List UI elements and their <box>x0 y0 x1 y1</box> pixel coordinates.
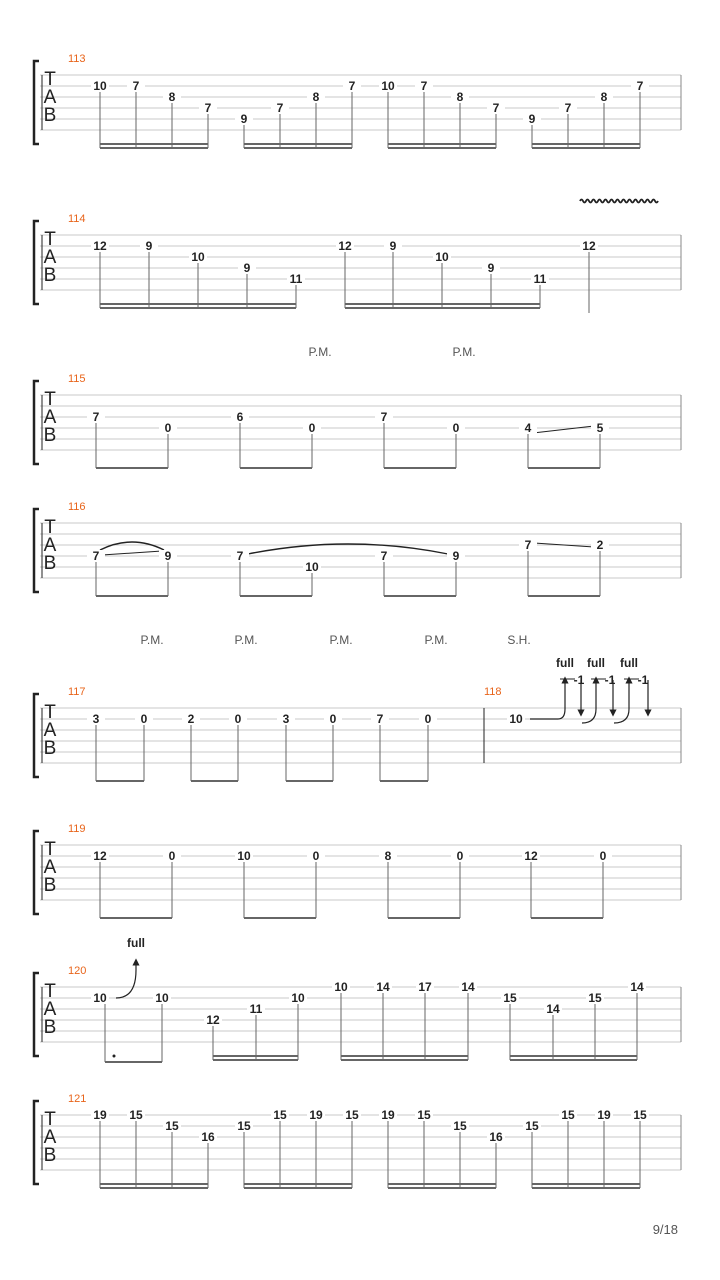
fret-number: 9 <box>389 239 397 253</box>
fret-number: 0 <box>456 849 464 863</box>
measure-number: 121 <box>68 1093 87 1105</box>
fret-number: 7 <box>636 79 644 93</box>
bend-amount: full <box>556 656 574 670</box>
fret-number: 9 <box>487 261 495 275</box>
fret-number: 11 <box>289 272 303 286</box>
fret-number: 19 <box>309 1108 323 1122</box>
fret-number: 10 <box>155 991 169 1005</box>
staff-bracket <box>34 694 39 777</box>
fret-number: 8 <box>384 849 392 863</box>
measure-number: 119 <box>68 823 86 835</box>
staff-bracket <box>34 221 39 304</box>
tab-clef-letter: B <box>43 1145 57 1166</box>
fret-number: 7 <box>380 549 388 563</box>
fret-number: 10 <box>93 79 107 93</box>
bend-amount: full <box>620 656 638 670</box>
fret-number: 7 <box>380 410 388 424</box>
bend-arrow <box>614 680 629 723</box>
fret-number: 12 <box>93 849 107 863</box>
fret-number: 15 <box>588 991 602 1005</box>
fret-number: 2 <box>187 712 195 726</box>
fret-number: 0 <box>599 849 607 863</box>
tab-staff <box>34 61 681 144</box>
slide-line <box>533 426 594 433</box>
bend-arrow <box>530 680 565 719</box>
technique-label: P.M. <box>424 633 448 647</box>
fret-number: 2 <box>596 538 604 552</box>
tab-clef-letter: A <box>43 999 57 1020</box>
dot <box>113 1055 116 1058</box>
measure-number: 115 <box>68 373 86 385</box>
fret-number: 15 <box>273 1108 287 1122</box>
fret-number: 10 <box>93 991 107 1005</box>
fret-number: 6 <box>236 410 244 424</box>
tab-clef-letter: A <box>43 407 57 428</box>
measure-number: 117 <box>68 686 86 698</box>
fret-number: 9 <box>145 239 153 253</box>
tab-clef-letter: A <box>43 247 57 268</box>
fret-number: 15 <box>453 1119 467 1133</box>
fret-number: 8 <box>312 90 320 104</box>
technique-label: P.M. <box>329 633 353 647</box>
bend-amount: full <box>587 656 605 670</box>
fret-number: 15 <box>633 1108 647 1122</box>
tab-clef-letter: T <box>44 839 56 860</box>
fret-number: 15 <box>165 1119 179 1133</box>
release-amount: -1 <box>637 673 649 687</box>
fret-number: 9 <box>528 112 536 126</box>
fret-number: 19 <box>381 1108 395 1122</box>
fret-number: 11 <box>249 1002 263 1016</box>
fret-number: 12 <box>93 239 107 253</box>
tab-clef-letter: T <box>44 389 56 410</box>
fret-number: 12 <box>206 1013 220 1027</box>
tab-clef-letter: B <box>43 875 57 896</box>
fret-number: 19 <box>597 1108 611 1122</box>
tab-clef-letter: B <box>43 1017 57 1038</box>
tab-clef-letter: A <box>43 1127 57 1148</box>
technique-label: P.M. <box>234 633 258 647</box>
fret-number: 7 <box>564 101 572 115</box>
fret-number: 7 <box>236 549 244 563</box>
fret-number: 10 <box>237 849 251 863</box>
fret-number: 7 <box>92 549 100 563</box>
fret-number: 14 <box>630 980 644 994</box>
tab-clef-letter: A <box>43 535 57 556</box>
fret-number: 15 <box>561 1108 575 1122</box>
fret-number: 0 <box>424 712 432 726</box>
fret-number: 14 <box>376 980 390 994</box>
staff-bracket <box>34 509 39 592</box>
tab-clef-letter: A <box>43 87 57 108</box>
slur <box>100 542 164 550</box>
fret-number: 10 <box>291 991 305 1005</box>
fret-number: 14 <box>461 980 475 994</box>
tab-clef-letter: T <box>44 702 56 723</box>
measure-number: 116 <box>68 501 86 513</box>
measure-number: 118 <box>484 686 502 698</box>
staff-bracket <box>34 1101 39 1184</box>
fret-number: 0 <box>329 712 337 726</box>
fret-number: 7 <box>420 79 428 93</box>
release-amount: -1 <box>604 673 616 687</box>
fret-number: 0 <box>164 421 172 435</box>
measure-number: 114 <box>68 213 86 225</box>
tab-clef-letter: B <box>43 738 57 759</box>
fret-number: 0 <box>452 421 460 435</box>
fret-number: 9 <box>243 261 251 275</box>
tab-staff <box>34 831 681 914</box>
tab-staff <box>34 509 681 592</box>
tab-clef-letter: T <box>44 69 56 90</box>
measure-number: 113 <box>68 53 86 65</box>
technique-label: P.M. <box>308 345 332 359</box>
fret-number: 15 <box>503 991 517 1005</box>
staff-bracket <box>34 381 39 464</box>
measure-number: 120 <box>68 965 87 977</box>
fret-number: 0 <box>168 849 176 863</box>
fret-number: 4 <box>524 421 532 435</box>
tab-staff <box>34 381 681 464</box>
fret-number: 0 <box>140 712 148 726</box>
tab-clef-letter: T <box>44 229 56 250</box>
tab-staff <box>34 973 681 1056</box>
fret-number: 12 <box>524 849 538 863</box>
fret-number: 15 <box>237 1119 251 1133</box>
tab-clef-letter: T <box>44 981 56 1002</box>
fret-number: 19 <box>93 1108 107 1122</box>
tab-clef-letter: A <box>43 857 57 878</box>
slide-line <box>102 551 162 555</box>
fret-number: 3 <box>282 712 290 726</box>
technique-label: S.H. <box>507 633 531 647</box>
technique-label: P.M. <box>140 633 164 647</box>
staff-bracket <box>34 831 39 914</box>
technique-label: P.M. <box>452 345 476 359</box>
fret-number: 16 <box>201 1130 215 1144</box>
vibrato-mark <box>580 200 658 203</box>
tab-staff <box>34 221 681 304</box>
bend-arrow <box>116 962 136 998</box>
fret-number: 11 <box>533 272 547 286</box>
fret-number: 10 <box>509 712 523 726</box>
fret-number: 12 <box>582 239 596 253</box>
bend-amount: full <box>127 936 145 950</box>
fret-number: 10 <box>334 980 348 994</box>
fret-number: 7 <box>132 79 140 93</box>
fret-number: 0 <box>312 849 320 863</box>
release-amount: -1 <box>573 673 585 687</box>
fret-number: 15 <box>525 1119 539 1133</box>
fret-number: 7 <box>204 101 212 115</box>
fret-number: 3 <box>92 712 100 726</box>
fret-number: 16 <box>489 1130 503 1144</box>
fret-number: 9 <box>240 112 248 126</box>
fret-number: 14 <box>546 1002 560 1016</box>
tab-staff <box>34 694 681 777</box>
fret-number: 0 <box>308 421 316 435</box>
fret-number: 5 <box>596 421 604 435</box>
tab-clef-letter: B <box>43 425 57 446</box>
fret-number: 9 <box>452 549 460 563</box>
fret-number: 0 <box>234 712 242 726</box>
tab-clef-letter: B <box>43 553 57 574</box>
tab-clef-letter: B <box>43 105 57 126</box>
tab-clef-letter: T <box>44 517 56 538</box>
staff-bracket <box>34 61 39 144</box>
fret-number: 8 <box>168 90 176 104</box>
tab-clef-letter: A <box>43 720 57 741</box>
fret-number: 7 <box>276 101 284 115</box>
fret-number: 7 <box>92 410 100 424</box>
fret-number: 15 <box>129 1108 143 1122</box>
tab-clef-letter: T <box>44 1109 56 1130</box>
fret-number: 17 <box>418 980 432 994</box>
fret-number: 15 <box>417 1108 431 1122</box>
fret-number: 10 <box>435 250 449 264</box>
fret-number: 8 <box>600 90 608 104</box>
fret-number: 7 <box>376 712 384 726</box>
fret-number: 9 <box>164 549 172 563</box>
fret-number: 8 <box>456 90 464 104</box>
fret-number: 7 <box>524 538 532 552</box>
tab-clef-letter: B <box>43 265 57 286</box>
fret-number: 10 <box>305 560 319 574</box>
fret-number: 7 <box>348 79 356 93</box>
fret-number: 15 <box>345 1108 359 1122</box>
staff-bracket <box>34 973 39 1056</box>
fret-number: 10 <box>381 79 395 93</box>
page-number: 9/18 <box>652 1222 678 1237</box>
fret-number: 10 <box>191 250 205 264</box>
fret-number: 12 <box>338 239 352 253</box>
fret-number: 7 <box>492 101 500 115</box>
